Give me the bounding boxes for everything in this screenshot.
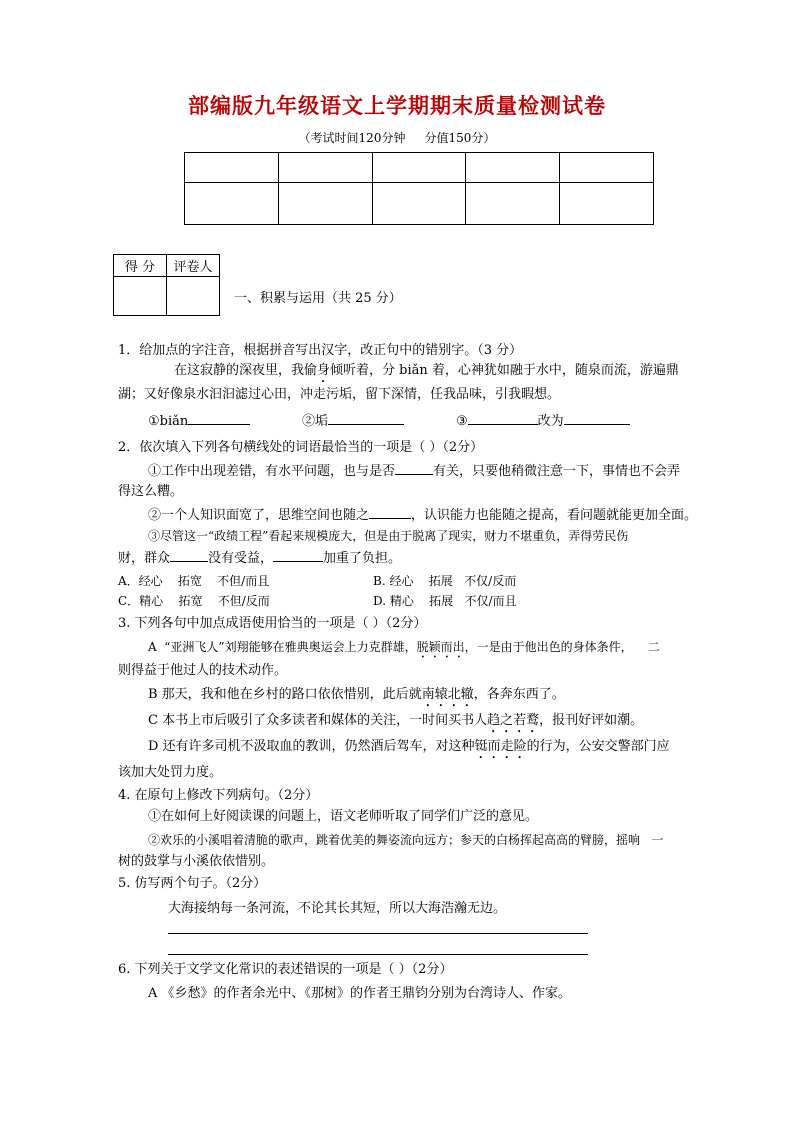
question-2-sentence-3: ③尽管这一“政绩工程”看起来规模庞大，但是由于脱离了现实，财力不堪重负，弄得劳民伤: [148, 529, 629, 543]
answer-label: 改为: [537, 414, 564, 429]
question-2-sentence-1-cont: 得这么糟。: [118, 484, 184, 499]
question-1-passage-line2: 湖；又好像泉水汩汩滤过心田，冲走污垢，留下深情，任我品味，引我暇想。: [118, 387, 561, 402]
score-entry: [114, 277, 167, 316]
dotted-idiom: 趋之若鹜: [487, 713, 540, 728]
fill-blank[interactable]: [170, 549, 208, 562]
question-4-sentence-1: ①在如何上好阅读课的问题上，语文老师听取了同学们广泛的意见。: [148, 809, 539, 824]
score-cell: [466, 183, 560, 225]
grader-entry: [167, 277, 220, 316]
dotted-idiom: 铤而走险: [474, 739, 527, 754]
fill-blank[interactable]: [395, 462, 433, 475]
answer-label: ③: [456, 414, 468, 429]
question-3-option-b: [148, 686, 565, 710]
option-text: ，一是由于他出色的身体条件， 二: [464, 640, 660, 654]
option-text: A “亚洲飞人”刘翔能够在雅典奥运会上力克群雄，: [148, 640, 417, 654]
sentence-text: ②一个人知识面宽了，思维空间也随之: [148, 508, 370, 523]
dotted-idiom: 南辕北辙: [421, 687, 474, 702]
answer-label: ①biǎn: [148, 414, 189, 429]
sentence-text: ，认识能力也能随之提高，看问题就能更加全面。: [411, 508, 698, 523]
option-text: ，各奔东西了。: [473, 687, 565, 702]
option-text: ，报刊好评如潮。: [539, 713, 644, 728]
score-cell: [372, 183, 466, 225]
grader-label: 评卷人: [167, 255, 220, 277]
option-text: C 本书上市后吸引了众多读者和媒体的关注，一时间买书人: [148, 713, 488, 728]
score-cell: [560, 153, 654, 183]
answer-blank[interactable]: [188, 412, 250, 425]
option-text: B 那天，我和他在乡村的路口依依惜别，此后就: [148, 687, 422, 702]
question-2-option-d: D. 精心 拓展 不仅/而且: [373, 594, 517, 608]
option-text: D 还有许多司机不汲取血的教训，仍然酒后驾车，对这种: [148, 739, 475, 754]
section-heading: 一、积累与运用（共 25 分）: [234, 291, 402, 306]
question-4-stem: 4. 在原句上修改下列病句。（2分）: [118, 788, 319, 803]
question-1-answer-3: [456, 412, 630, 431]
dotted-char: 身: [317, 363, 331, 378]
question-3-option-d-cont: 该加大处罚力度。: [118, 765, 223, 780]
grader-box: [113, 254, 220, 316]
question-3-stem: 3. 下列各句中加点成语使用恰当的一项是（ ）（2分）: [118, 616, 427, 631]
question-2-sentence-3-cont: [118, 549, 401, 568]
question-6-option-a: A 《乡愁》的作者余光中、《那树》的作者王鼎钧分别为台湾诗人、作家。: [148, 986, 572, 1001]
question-1-answer-1: [148, 412, 250, 431]
question-3-option-a-cont: 则得益于他过人的技术动作。: [118, 663, 288, 678]
answer-blank[interactable]: [468, 412, 538, 425]
sentence-text: 财，群众: [118, 551, 171, 566]
score-cell: [372, 153, 466, 183]
score-cell: [466, 153, 560, 183]
score-table: [184, 152, 654, 225]
question-3-option-d: [148, 738, 670, 762]
passage-text: 在这寂静的深夜里，我偷: [174, 363, 318, 378]
answer-line[interactable]: [168, 954, 588, 955]
score-cell: [185, 183, 279, 225]
score-cell: [185, 153, 279, 183]
question-3-option-a: [148, 638, 660, 661]
exam-info: （考试时间120分钟 分值150分）: [298, 131, 496, 145]
question-4-sentence-2: ②欢乐的小溪唱着清脆的歌声，跳着优美的舞姿流向远方；参天的白杨挥起高高的臂膀，摇响 一: [148, 833, 664, 847]
question-2-option-c: C．精心 拓宽 不但/反而: [118, 594, 270, 608]
fill-blank[interactable]: [369, 506, 411, 519]
sentence-text: 有关，只要他稍微注意一下，事情也不会弄: [433, 464, 681, 479]
option-text: 的行为，公安交警部门应: [526, 739, 670, 754]
question-2-option-a: A．经心 拓宽 不但/而且: [118, 574, 270, 588]
dotted-idiom: 脱颖而出: [416, 640, 465, 654]
question-6-stem: 6. 下列关于文学文化常识的表述错误的一项是（ ）（2分）: [118, 962, 453, 977]
question-3-option-c: [148, 712, 643, 736]
question-2-sentence-1: [148, 462, 680, 481]
question-5-example: 大海接纳每一条河流，不论其长其短，所以大海浩瀚无边。: [168, 901, 507, 916]
question-2-sentence-2: [148, 506, 697, 525]
passage-text: 倾听着，分 biǎn 着，心神犹如融于水中，随泉而流，游遍鼎: [330, 363, 679, 378]
sentence-text: ①工作中出现差错，有水平问题，也与是否: [148, 464, 396, 479]
answer-line[interactable]: [168, 933, 588, 934]
question-1-stem: 1．给加点的字注音，根据拼音写出汉字，改正句中的错别字。（3 分）: [118, 343, 523, 358]
answer-label: ②垢: [302, 414, 329, 429]
score-label: 得 分: [114, 255, 167, 277]
answer-blank[interactable]: [328, 412, 404, 425]
question-5-stem: 5. 仿写两个句子。（2分）: [118, 876, 267, 891]
question-4-sentence-2-cont: 树的鼓掌与小溪依依惜别。: [118, 854, 275, 869]
score-cell: [278, 183, 372, 225]
question-2-option-b: B. 经心 拓展 不仅/反而: [373, 574, 517, 588]
score-cell: [560, 183, 654, 225]
fill-blank[interactable]: [273, 549, 323, 562]
sentence-text: 加重了负担。: [323, 551, 402, 566]
answer-blank[interactable]: [564, 412, 630, 425]
question-1-answer-2: [302, 412, 404, 431]
question-1-passage-line1: [174, 362, 679, 386]
page-title: 部编版九年级语文上学期期末质量检测试卷: [188, 94, 606, 118]
sentence-text: 没有受益，: [208, 551, 274, 566]
question-2-stem: 2．依次填入下列各句横线处的词语最恰当的一项是（ ）（2分）: [118, 440, 484, 455]
score-cell: [278, 153, 372, 183]
